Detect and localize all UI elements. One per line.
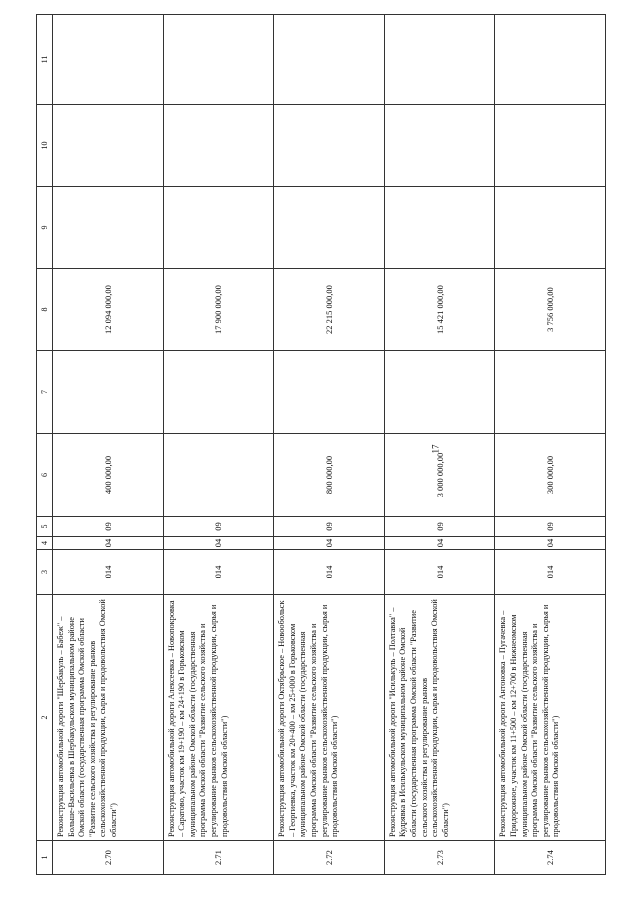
cell-col4: 04 bbox=[495, 537, 606, 550]
table-row bbox=[274, 15, 385, 875]
row-description: Реконструкция автомобильной дороги Антоновка – Пугачевка – Придорожное, участок км 11+500 – км 12+700 в Нижнеомском муниципальном районе Омской области (государственная программа Омской области "Развитие сельского хозяйства и регулирование рынков сельскохозяйственной продукции, сырья и продовольствия Омской области") bbox=[495, 595, 606, 841]
cell-col11 bbox=[163, 15, 274, 105]
row-description: Реконструкция автомобильной дороги "Исилькуль – Полтавка" – Кудрявка в Исилькульском муниципальном районе Омской области (государственная программа Омской области "Развитие сельского хозяйства и регулирование рынков сельскохозяйственной продукции, сырья и продовольствия Омской области") bbox=[384, 595, 495, 841]
cell-col10 bbox=[53, 105, 164, 187]
cell-col7 bbox=[53, 351, 164, 434]
cell-col8: 12 094 000,00 bbox=[53, 269, 164, 351]
cell-col11 bbox=[274, 15, 385, 105]
cell-col11 bbox=[495, 15, 606, 105]
cell-col6: 400 000,00 bbox=[53, 434, 164, 517]
cell-col9 bbox=[53, 187, 164, 269]
cell-col6: 3 000 000,00 bbox=[384, 434, 495, 517]
rotated-table bbox=[36, 15, 606, 875]
header-cell: 3 bbox=[37, 550, 53, 595]
budget-table-container bbox=[36, 15, 606, 875]
cell-col8: 22 215 000,00 bbox=[274, 269, 385, 351]
cell-col7 bbox=[163, 351, 274, 434]
header-cell: 8 bbox=[37, 269, 53, 351]
table-row bbox=[495, 15, 606, 875]
table-row bbox=[53, 15, 164, 875]
cell-col6: 300 000,00 bbox=[495, 434, 606, 517]
header-cell: 1 bbox=[37, 841, 53, 875]
cell-col8: 3 756 000,00 bbox=[495, 269, 606, 351]
cell-col10 bbox=[274, 105, 385, 187]
row-description: Реконструкция автомобильной дороги Октябрьское – Новообольск – Георгиевка, участок км 20+400 – км 25+000 в Горьковском муниципальном районе Омской области (государственная программа Омской области "Развитие сельского хозяйства и регулирование рынков сельскохозяйственной продукции, сырья и продовольствия Омской области") bbox=[274, 595, 385, 841]
cell-col9 bbox=[163, 187, 274, 269]
cell-col3: 014 bbox=[495, 550, 606, 595]
cell-col9 bbox=[384, 187, 495, 269]
cell-col8: 15 421 000,00 bbox=[384, 269, 495, 351]
row-description: Реконструкция автомобильной дороги "Шербакуль – Бабеж" – Больше-Васильевка в Шербакульском муниципальном районе Омской области (государственная программа Омской области "Развитие сельского хозяйства и регулирование рынков сельскохозяйственной продукции, сырья и продовольствия Омской области") bbox=[53, 595, 164, 841]
cell-col4: 04 bbox=[384, 537, 495, 550]
cell-col5: 09 bbox=[163, 517, 274, 537]
cell-col9 bbox=[274, 187, 385, 269]
header-cell: 2 bbox=[37, 595, 53, 841]
budget-table bbox=[36, 14, 606, 875]
row-number: 2.71 bbox=[163, 841, 274, 875]
cell-col6 bbox=[163, 434, 274, 517]
header-cell: 10 bbox=[37, 105, 53, 187]
header-cell: 9 bbox=[37, 187, 53, 269]
cell-col5: 09 bbox=[495, 517, 606, 537]
cell-col7 bbox=[274, 351, 385, 434]
cell-col3: 014 bbox=[274, 550, 385, 595]
row-description: Реконструкция автомобильной дороги Алексеевка – Новопокровка – Саратово, участок км 19+190 – км 24+190 в Горьковском муниципальном районе Омской области (государственная программа Омской области "Развитие сельского хозяйства и регулирование рынков сельскохозяйственной продукции, сырья и продовольствия Омской области") bbox=[163, 595, 274, 841]
cell-col11 bbox=[384, 15, 495, 105]
cell-col4: 04 bbox=[163, 537, 274, 550]
row-number: 2.72 bbox=[274, 841, 385, 875]
cell-col9 bbox=[495, 187, 606, 269]
cell-col3: 014 bbox=[163, 550, 274, 595]
cell-col7 bbox=[384, 351, 495, 434]
cell-col5: 09 bbox=[274, 517, 385, 537]
cell-col3: 014 bbox=[384, 550, 495, 595]
cell-col3: 014 bbox=[53, 550, 164, 595]
header-cell: 6 bbox=[37, 434, 53, 517]
row-number: 2.70 bbox=[53, 841, 164, 875]
header-cell: 11 bbox=[37, 15, 53, 105]
row-number: 2.73 bbox=[384, 841, 495, 875]
header-cell: 5 bbox=[37, 517, 53, 537]
cell-col10 bbox=[163, 105, 274, 187]
cell-col4: 04 bbox=[274, 537, 385, 550]
table-row bbox=[163, 15, 274, 875]
cell-col8: 17 900 000,00 bbox=[163, 269, 274, 351]
cell-col5: 09 bbox=[384, 517, 495, 537]
cell-col5: 09 bbox=[53, 517, 164, 537]
cell-col4: 04 bbox=[53, 537, 164, 550]
cell-col6: 800 000,00 bbox=[274, 434, 385, 517]
cell-col11 bbox=[53, 15, 164, 105]
row-number: 2.74 bbox=[495, 841, 606, 875]
cell-col7 bbox=[495, 351, 606, 434]
header-cell: 4 bbox=[37, 537, 53, 550]
table-row bbox=[384, 15, 495, 875]
header-row bbox=[37, 15, 53, 875]
cell-col10 bbox=[384, 105, 495, 187]
cell-col10 bbox=[495, 105, 606, 187]
header-cell: 7 bbox=[37, 351, 53, 434]
page-number: 17 bbox=[430, 444, 441, 454]
